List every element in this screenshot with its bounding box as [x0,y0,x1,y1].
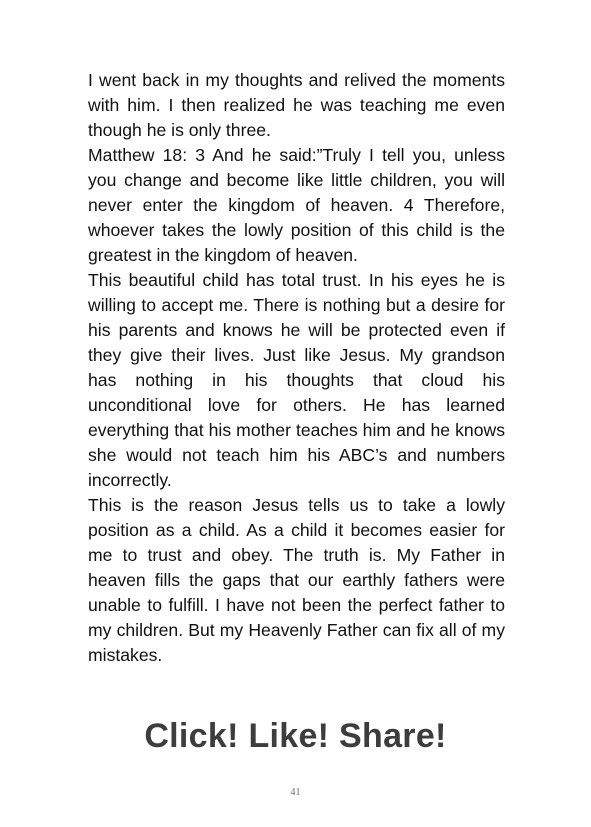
paragraph-scripture-quote: Matthew 18: 3 And he said:”Truly I tell you, unless you change and become like little children, you will never enter the kingdom of heaven. 4 Therefore, whoever takes the lowly position of this child is the greatest in the kingdom of heaven. [88,145,505,265]
paragraph-child-trust: This beautiful child has total trust. In his eyes he is willing to accept me. There is nothing but a desire for his parents and knows he will be protected even if they give their lives. Just like Jesus. My grandson has nothing in his thoughts that cloud his unconditional love for others. He has learned everything that his mother teaches him and he knows she would not teach him his ABC’s and numbers incorrectly. [88,270,505,490]
body-text [88,68,505,668]
page-number: 41 [290,787,301,798]
paragraph-reflection: I went back in my thoughts and relived the moments with him. I then realized he was teaching me even though he is only three. [88,70,505,140]
paragraph-heavenly-father: This is the reason Jesus tells us to take a lowly position as a child. As a child it becomes easier for me to trust and obey. The truth is. My Father in heaven fills the gaps that our earthly fathers were unable to fulfill. I have not been the perfect father to my children. But my Heavenly Father can fix all of my mistakes. [88,495,505,665]
call-to-action-heading: Click! Like! Share! [144,717,447,755]
